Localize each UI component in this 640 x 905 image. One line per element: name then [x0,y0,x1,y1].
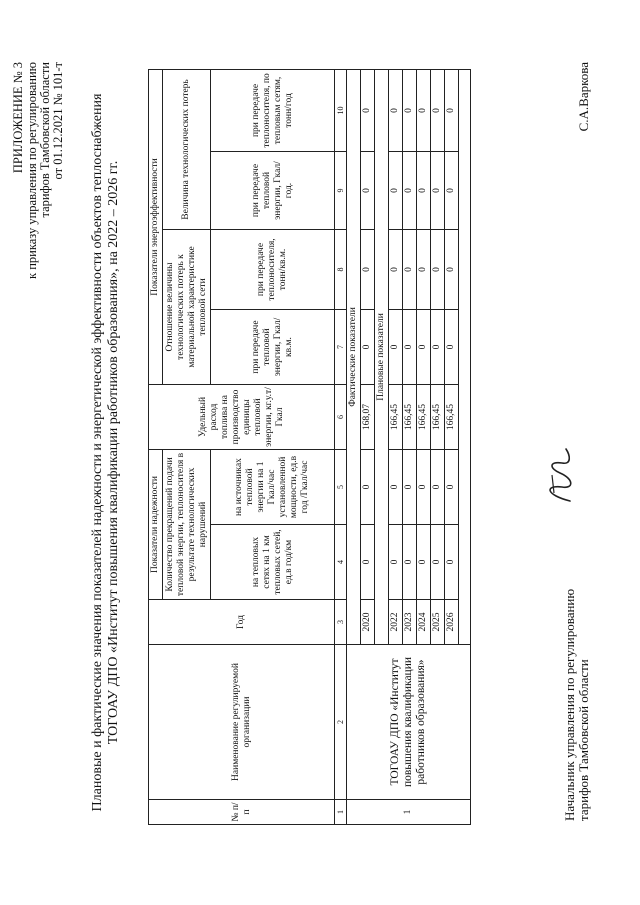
cell-value: 0 [417,310,431,385]
header-col9: при передаче тепловой энергии, Гкал/год. [211,152,335,230]
header-energy: Показатели энергоэффективности [149,69,163,384]
header-fuel: Удельный расход топлива на производство единицы тепловой энергии, кг.у.т/Гкал [149,385,335,450]
col-number: 4 [335,525,347,600]
header-reliability: Показатели надежности [149,450,163,600]
cell-year: 2025 [431,600,445,645]
cell-value: 0 [403,230,417,310]
header-ratio: Отношение величины технологических потерь к материальной характеристике тепловой сети [163,230,211,385]
column-numbers-row [335,69,347,824]
handwritten-signature [540,443,578,505]
header-org: Наименование регулируемой организации [149,645,335,800]
col-number: 8 [335,230,347,310]
fact-section-label: Фактические показатели [347,69,361,644]
cell-year: 2022 [389,600,403,645]
cell-value: 0 [417,450,431,525]
header-num: № п/п [149,800,335,825]
header-col8: при передаче теплоносителя, тонн/кв.м. [211,230,335,310]
col-number: 6 [335,385,347,450]
cell-value: 0 [361,450,375,525]
header-losses: Величина технологических потерь [163,69,211,229]
cell-value: 0 [361,69,375,151]
document-title-line2: ТОГОАУ ДПО «Институт повышения квалификации работников образования», на 2022 – 2026 гг. [106,160,121,745]
cell-value: 166,45 [417,385,431,450]
cell-year: 2023 [403,600,417,645]
cell-value: 0 [431,152,445,230]
cell-year: 2020 [361,600,375,645]
document-title-line1: Плановые и фактические значения показателей надежности и энергетической эффективности объектов теплоснабжения [90,93,105,812]
organization-name: ТОГОАУ ДПО «Институт повышения квалификации работников образования» [347,645,471,800]
cell-value: 0 [361,310,375,385]
table-bottom-filler [459,69,471,644]
header-interruptions: Количество прекращений подачи тепловой энергии, теплоносителя в результате технологических нарушений [163,450,211,600]
cell-value: 0 [389,525,403,600]
appendix-number: ПРИЛОЖЕНИЕ № 3 [11,62,25,174]
cell-value: 0 [417,230,431,310]
col-number: 1 [335,800,347,825]
cell-value: 0 [431,69,445,151]
col-number: 2 [335,645,347,800]
cell-value: 0 [403,152,417,230]
cell-value: 0 [445,450,459,525]
cell-value: 0 [389,450,403,525]
cell-value: 0 [445,310,459,385]
cell-value: 168,07 [361,385,375,450]
cell-value: 0 [403,310,417,385]
cell-value: 0 [445,525,459,600]
header-col5: на источниках тепловой энергии на 1 Гкал/час установленной мощности, ед.в год /Гкал/час [211,450,335,525]
col-number: 3 [335,600,347,645]
cell-value: 166,45 [403,385,417,450]
cell-value: 166,45 [445,385,459,450]
cell-value: 0 [403,450,417,525]
footer-position-line2: тарифов Тамбовской области [576,659,591,821]
cell-year: 2024 [417,600,431,645]
cell-value: 0 [417,152,431,230]
cell-value: 0 [361,230,375,310]
cell-value: 0 [389,310,403,385]
cell-value: 0 [417,69,431,151]
cell-value: 0 [361,525,375,600]
cell-value: 0 [445,69,459,151]
header-year: Год [149,600,335,645]
row-number: 1 [347,800,471,825]
cell-value: 0 [403,525,417,600]
cell-value: 0 [445,230,459,310]
col-number: 5 [335,450,347,525]
cell-value: 0 [361,152,375,230]
cell-value: 0 [417,525,431,600]
order-reference: к приказу управления по регулированию [25,62,39,279]
cell-value: 0 [431,310,445,385]
header-col7: при передаче тепловой энергии, Гкал/кв.м. [211,310,335,385]
cell-value: 0 [389,230,403,310]
header-col10: при передаче теплоносителя, по тепловым сетям, тонн/год [211,69,335,151]
header-col4: на тепловых сетях на 1 км тепловых сетей, ед.в год/км [211,525,335,600]
indicators-table [148,69,471,825]
order-date: от 01.12.2021 № 101-т [51,62,65,180]
cell-value: 166,45 [431,385,445,450]
footer-position-line1: Начальник управления по регулированию [562,588,577,821]
cell-value: 0 [389,69,403,151]
cell-value: 0 [445,152,459,230]
cell-value: 0 [431,450,445,525]
order-authority: тарифов Тамбовской области [38,62,52,218]
cell-value: 0 [431,525,445,600]
cell-value: 0 [431,230,445,310]
cell-value: 0 [403,69,417,151]
col-number: 7 [335,310,347,385]
col-number: 9 [335,152,347,230]
cell-value: 0 [389,152,403,230]
cell-value: 166,45 [389,385,403,450]
signatory-name: С.А.Варкова [576,62,591,132]
cell-year: 2026 [445,600,459,645]
col-number: 10 [335,69,347,151]
plan-section-label: Плановые показатели [375,69,389,644]
